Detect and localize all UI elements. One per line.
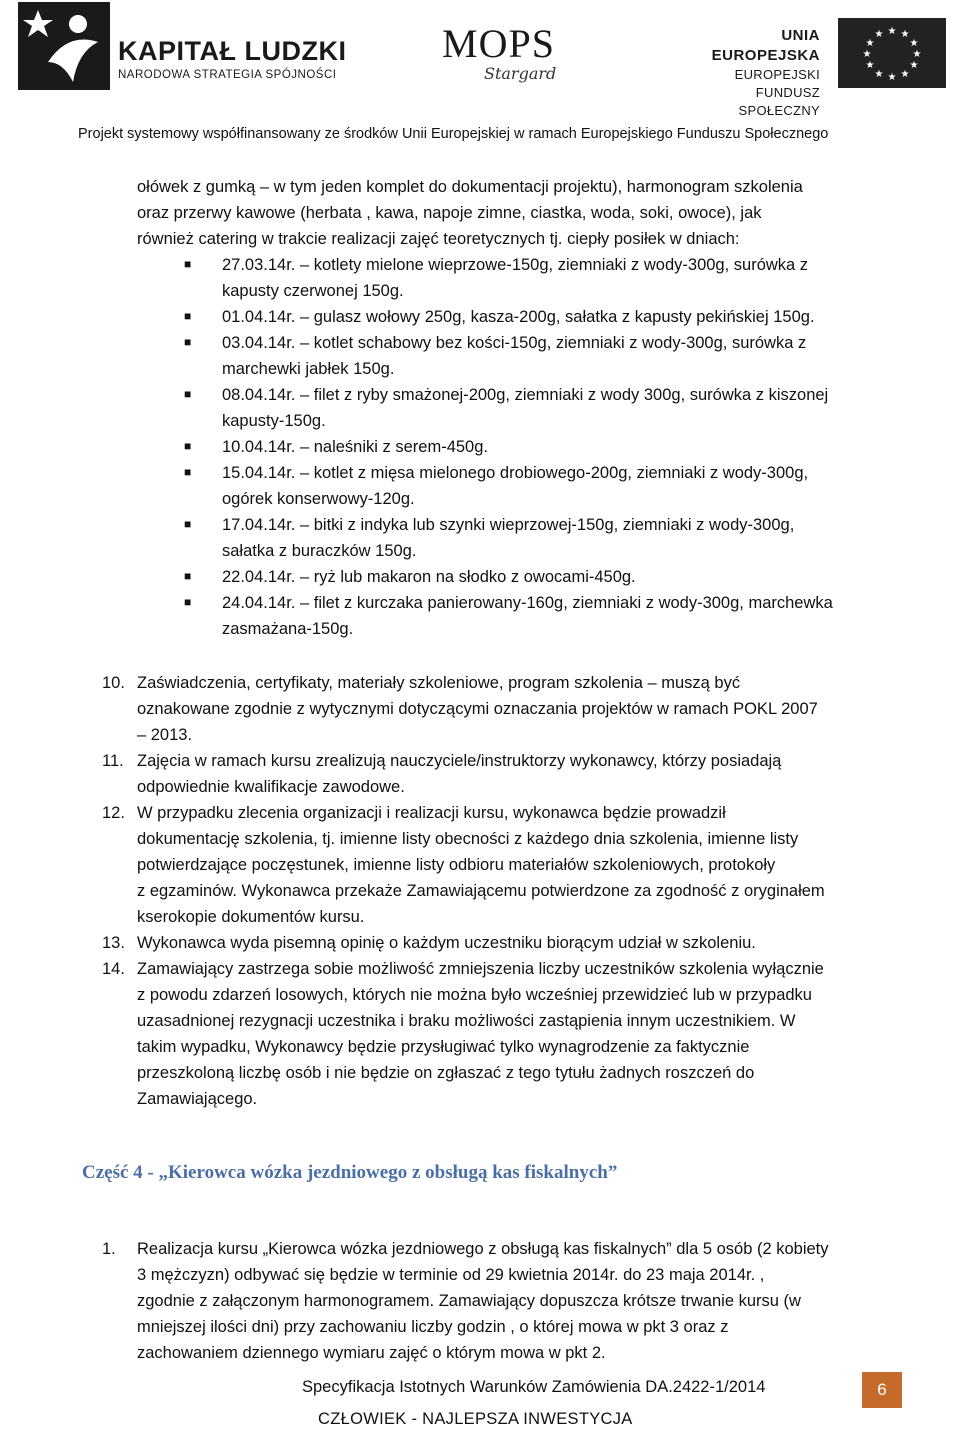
svg-text:★: ★ [865,38,875,49]
project-line: Projekt systemowy współfinansowany ze środków Unii Europejskiej w ramach Europejskiego Funduszu Społecznego [78,126,829,142]
page-header [0,0,960,150]
svg-text:★: ★ [887,72,897,83]
item-line: Zajęcia w ramach kursu zrealizują nauczyciele/instruktorzy wykonawcy, którzy posiadają [137,752,782,770]
item-number: 12. [102,804,125,822]
intro-line: również catering w trakcie realizacji zajęć teoretycznych tj. ciepły posiłek w dniach: [137,230,740,248]
meal-line-cont: sałatka z buraczków 150g. [222,542,417,560]
meal-line: 24.04.14r. – filet z kurczaka panierowany-160g, ziemniaki z wody-300g, marchewka [222,594,833,612]
meal-line-cont: ogórek konserwowy-120g. [222,490,415,508]
section-item-line: zgodnie z załączonym harmonogramem. Zamawiający dopuszcza krótsze trwanie kursu (w [137,1292,801,1310]
kl-subtitle: NARODOWA STRATEGIA SPÓJNOŚCI [118,69,337,81]
item-line: kserokopie dokumentów kursu. [137,908,365,926]
section-item-line: zachowaniem dziennego wymiaru zajęć o którym mowa w pkt 2. [137,1344,606,1362]
bullet-icon: ■ [184,517,192,531]
mops-subtitle: Stargard [484,64,557,83]
meal-line: 03.04.14r. – kotlet schabowy bez kości-150g, ziemniaki z wody-300g, surówka z [222,334,807,352]
section-item-line: Realizacja kursu „Kierowca wózka jezdniowego z obsługą kas fiskalnych” dla 5 osób (2 kobiety [137,1240,829,1258]
intro-line: oraz przerwy kawowe (herbata , kawa, napoje zimne, ciastka, woda, soki, owoce), jak [137,204,762,222]
svg-text:★: ★ [874,29,884,40]
item-line: takim wypadku, Wykonawcy będzie przysługiwać tylko wynagrodzenie za faktycznie [137,1038,750,1056]
item-line: z powodu zdarzeń losowych, których nie można było wcześniej przewidzieć lub w przypadku [137,986,812,1004]
svg-text:★: ★ [862,49,872,60]
eu-line2: EUROPEJSKI [734,67,820,82]
section-item-line: mniejszej ilości dni) przy zachowaniu liczby godzin , o której mowa w pkt 3 oraz z [137,1318,729,1336]
kapital-ludzki-logo [18,2,358,90]
item-line: oznakowane zgodnie z wytycznymi dotyczącymi oznaczania projektów w ramach POKL 2007 [137,700,818,718]
meal-line: 10.04.14r. – naleśniki z serem-450g. [222,438,488,456]
item-line: Zamawiający zastrzega sobie możliwość zmniejszenia liczby uczestników szkolenia wyłącznie [137,960,824,978]
meal-line-cont: kapusty-150g. [222,412,326,430]
item-line: dokumentację szkolenia, tj. imienne listy obecności z każdego dnia szkolenia, imienne listy [137,830,799,848]
item-line: przeszkoloną liczbę osób i nie będzie on zgłaszać z tego tytułu żadnych roszczeń do [137,1064,755,1082]
eu-logo [676,18,946,118]
item-line: z egzaminów. Wykonawca przekaże Zamawiającemu potwierdzone za zgodność z oryginałem [137,882,825,900]
meal-line: 15.04.14r. – kotlet z mięsa mielonego drobiowego-200g, ziemniaki z wody-300g, [222,464,809,482]
item-line: Zaświadczenia, certyfikaty, materiały szkoleniowe, program szkolenia – muszą być [137,674,741,692]
item-number: 10. [102,674,125,692]
bullet-icon: ■ [184,309,192,323]
footer-spec: Specyfikacja Istotnych Warunków Zamówienia DA.2422-1/2014 [302,1378,766,1396]
svg-text:★: ★ [900,29,910,40]
bullet-icon: ■ [184,335,192,349]
mops-title: MOPS [442,21,555,66]
svg-text:★: ★ [887,26,897,37]
meal-line: 01.04.14r. – gulasz wołowy 250g, kasza-200g, sałatka z kapusty pekińskiej 150g. [222,308,815,326]
item-line: – 2013. [137,726,193,744]
page-number: 6 [862,1372,902,1408]
svg-text:★: ★ [865,60,875,71]
section-item-line: 3 mężczyzn) odbywać się będzie w terminie od 29 kwietnia 2014r. do 23 maja 2014r. , [137,1266,765,1284]
item-number: 1. [102,1240,116,1258]
kl-title: KAPITAŁ LUDZKI [118,36,347,66]
item-line: odpowiednie kwalifikacje zawodowe. [137,778,405,796]
meal-line-cont: kapusty czerwonej 150g. [222,282,404,300]
item-line: Wykonawca wyda pisemną opinię o każdym uczestniku biorącym udział w szkoleniu. [137,934,756,952]
item-line: potwierdzające poczęstunek, imienne listy odbioru materiałów szkoleniowych, protokoły [137,856,776,874]
intro-line: ołówek z gumką – w tym jeden komplet do dokumentacji projektu), harmonogram szkolenia [137,178,803,196]
meal-line: 17.04.14r. – bitki z indyka lub szynki wieprzowej-150g, ziemniaki z wody-300g, [222,516,795,534]
item-number: 14. [102,960,125,978]
bullet-icon: ■ [184,387,192,401]
eu-line1: UNIA EUROPEJSKA [711,27,820,64]
bullet-icon: ■ [184,465,192,479]
bullet-icon: ■ [184,257,192,271]
eu-line3: FUNDUSZ SPOŁECZNY [738,85,820,118]
item-line: uzasadnionej rezygnacji uczestnika i braku możliwości zastąpienia innym uczestnikiem. W [137,1012,796,1030]
kapital-ludzki-emblem-icon [18,2,110,90]
bullet-icon: ■ [184,439,192,453]
footer-slogan: CZŁOWIEK - NAJLEPSZA INWESTYCJA [318,1410,633,1428]
bullet-icon: ■ [184,569,192,583]
meal-line-cont: zasmażana-150g. [222,620,354,638]
eu-flag-icon [838,18,946,88]
meal-line: 22.04.14r. – ryż lub makaron na słodko z owocami-450g. [222,568,636,586]
section-heading: Część 4 - „Kierowca wózka jezdniowego z obsługą kas fiskalnych” [82,1162,618,1183]
item-number: 13. [102,934,125,952]
svg-text:★: ★ [909,38,919,49]
meal-line-cont: marchewki jabłek 150g. [222,360,395,378]
svg-text:★: ★ [874,69,884,80]
item-line: W przypadku zlecenia organizacji i realizacji kursu, wykonawca będzie prowadził [137,804,726,822]
item-number: 11. [102,752,124,770]
meal-line: 27.03.14r. – kotlety mielone wieprzowe-150g, ziemniaki z wody-300g, surówka z [222,256,809,274]
item-line: Zamawiającego. [137,1090,258,1108]
bullet-icon: ■ [184,595,192,609]
meal-line: 08.04.14r. – filet z ryby smażonej-200g, ziemniaki z wody 300g, surówka z kiszonej [222,386,829,404]
svg-text:★: ★ [900,69,910,80]
mops-logo [442,6,572,92]
svg-text:★: ★ [912,49,922,60]
svg-text:★: ★ [909,60,919,71]
